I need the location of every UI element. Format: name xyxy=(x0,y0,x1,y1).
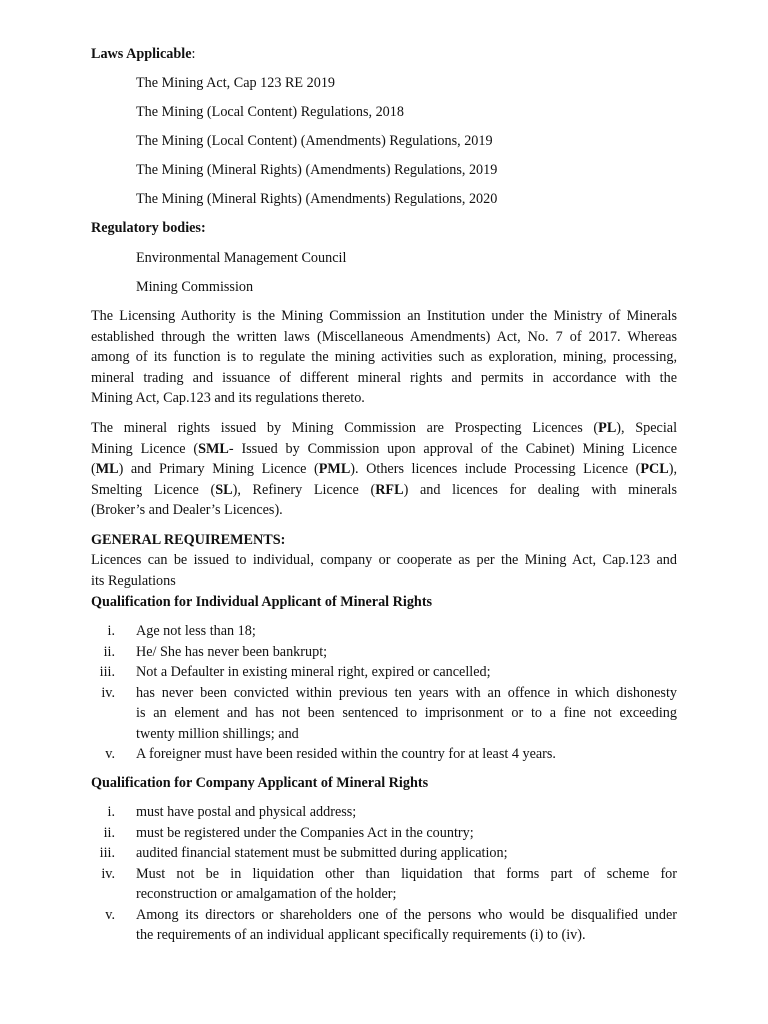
law-item: The Mining (Mineral Rights) (Amendments) Regulations, 2019 xyxy=(136,162,498,178)
company-qualification-list xyxy=(91,802,677,946)
abbrev-pl: PL xyxy=(598,420,617,436)
list-number: iii. xyxy=(99,845,115,861)
list-number: iii. xyxy=(99,664,115,680)
abbrev-pml: PML xyxy=(318,461,351,477)
company-qualification-heading: Qualification for Company Applicant of Mineral Rights xyxy=(91,775,429,791)
list-item: i. must have postal and physical address; xyxy=(91,802,677,823)
paragraph-line: Licences can be issued to individual, company or cooperate as per the Mining Act, Cap.123 and xyxy=(91,552,677,568)
individual-qualification-list xyxy=(91,621,677,765)
list-number: iv. xyxy=(101,865,115,882)
paragraph-line: mineral trading and issuance of different mineral rights and permits in accordance with the xyxy=(91,369,677,386)
list-item: iv. has never been convicted within previous ten years with an offence in which dishonesty is an element and has not been sentenced to imprisonment or to a fine not exceeding twenty million shillings; and xyxy=(91,683,677,745)
list-item: v. Among its directors or shareholders one of the persons who would be disqualified under the requirements of an individual applicant specifically requirements (i) to (iv). xyxy=(91,905,677,946)
paragraph-line: (ML) and Primary Mining Licence (PML). Others licences include Processing Licence (PCL), xyxy=(91,461,678,477)
list-number: i. xyxy=(107,804,115,820)
paragraph-line: Smelting Licence (SL), Refinery Licence (RFL) and licences for dealing with minerals xyxy=(91,481,677,498)
general-requirements-text xyxy=(91,550,677,591)
abbrev-sml: SML xyxy=(198,440,229,457)
list-item: iii. Not a Defaulter in existing mineral right, expired or cancelled; xyxy=(91,662,677,683)
list-number: ii. xyxy=(103,643,115,660)
abbrev-rfl: RFL xyxy=(375,481,404,498)
list-number: i. xyxy=(107,623,115,639)
laws-heading: Laws Applicable: xyxy=(91,46,196,62)
paragraph-line: The mineral rights issued by Mining Commission are Prospecting Licences (PL), Special xyxy=(91,420,678,436)
list-number: v. xyxy=(105,906,115,923)
list-item: i. Age not less than 18; xyxy=(91,621,677,642)
abbrev-ml: ML xyxy=(95,461,119,477)
licensing-authority-paragraph xyxy=(91,306,677,409)
list-item: v. A foreigner must have been resided within the country for at least 4 years. xyxy=(91,744,677,765)
list-item: ii. must be registered under the Companies Act in the country; xyxy=(91,823,677,844)
general-requirements-heading: GENERAL REQUIREMENTS: xyxy=(91,532,286,548)
paragraph-line: The Licensing Authority is the Mining Commission an Institution under the Ministry of Minerals xyxy=(91,308,677,324)
abbrev-sl: SL xyxy=(215,481,233,498)
list-number: ii. xyxy=(103,824,115,841)
list-item: iv. Must not be in liquidation other than liquidation that forms part of scheme for reconstruction or amalgamation of the holder; xyxy=(91,864,677,905)
paragraph-line: established through the written laws (Miscellaneous Amendments) Act, No. 7 of 2017. Whereas xyxy=(91,328,677,345)
regulatory-heading: Regulatory bodies: xyxy=(91,220,206,236)
paragraph-line: among of its function is to regulate the mining activities such as exploration, mining, processing, xyxy=(91,349,677,365)
law-item: The Mining (Local Content) Regulations, 2018 xyxy=(136,104,404,120)
laws-heading-text: Laws Applicable xyxy=(91,46,192,62)
abbrev-pcl: PCL xyxy=(640,461,669,477)
list-number: iv. xyxy=(101,684,115,701)
law-item: The Mining (Mineral Rights) (Amendments) Regulations, 2020 xyxy=(136,191,498,207)
regulatory-item: Environmental Management Council xyxy=(136,250,347,266)
regulatory-item: Mining Commission xyxy=(136,279,254,295)
individual-qualification-heading: Qualification for Individual Applicant of Mineral Rights xyxy=(91,594,433,610)
paragraph-line: Mining Act, Cap.123 and its regulations thereto. xyxy=(91,390,365,406)
list-item: iii. audited financial statement must be submitted during application; xyxy=(91,843,677,864)
list-item: ii. He/ She has never been bankrupt; xyxy=(91,642,677,663)
paragraph-line: Mining Licence (SML- Issued by Commission upon approval of the Cabinet) Mining Licence xyxy=(91,440,677,457)
mineral-rights-paragraph xyxy=(91,418,677,521)
paragraph-line: (Broker’s and Dealer’s Licences). xyxy=(91,502,283,518)
law-item: The Mining (Local Content) (Amendments) Regulations, 2019 xyxy=(136,133,493,149)
law-item: The Mining Act, Cap 123 RE 2019 xyxy=(136,75,336,91)
list-number: v. xyxy=(105,746,115,762)
paragraph-line: its Regulations xyxy=(91,572,176,589)
